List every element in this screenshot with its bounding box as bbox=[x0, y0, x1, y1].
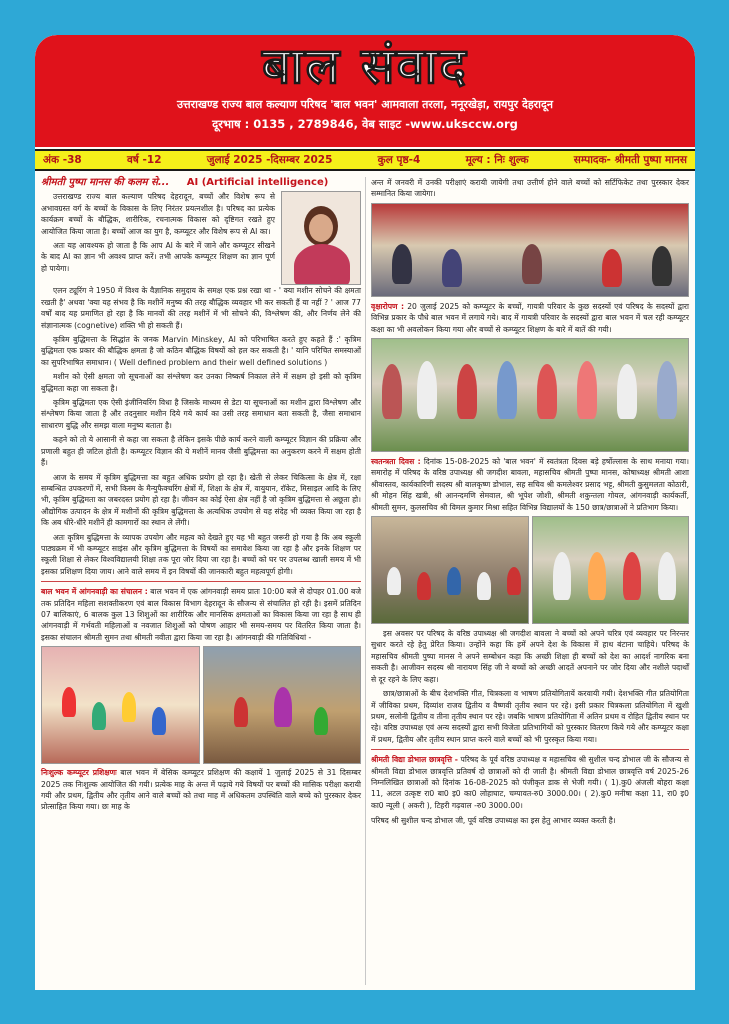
independence-photo-1 bbox=[371, 516, 529, 624]
tree-section bbox=[371, 301, 689, 335]
independence-text: दिनांक 15-08-2025 को 'बाल भवन' में स्वतंत्रता दिवस बड़े हर्षोल्लास के साथ मनाया गया। समारोह में परिषद के वरिष्ठ उपाध्यक्ष श्री जगदीश बावला, महासचिव श्रीमती पुष्पा मानस, कोषाध्यक्ष श्रीमती आशा श्रीवास्तव, कार्यकारिणी सदस्य श्री बालकृष्ण डोभाल, सह सचिव श्री कमलेश्वर प्रसाद भट्ट, श्रीमती कुसुमलता कोठारी, श्री मोहन सिंह खत्री, श्री आनन्दमणि सेमवाल, श्री भूपेश जोशी, श्रीमती शकुन्तला गोयल, आंगनवाड़ी कार्यकर्ती, श्रीमती सुमन, कुलसचिव श्री विमल कुमार मिश्रा सहित विभिन्न विद्यालयों के 150 छात्र/छात्राओं ने प्रतिभाग किया। bbox=[371, 457, 689, 512]
photo-person-shape bbox=[658, 552, 676, 600]
paragraph: कृत्रिम बुद्धिमत्ता के सिद्धांत के जनक Marvin Minskey, AI को परिभाषित करते हुए कहते हैं :' कृत्रिम बुद्धिमता एक प्रकार की बौद्धिक क्षमता है जो कठिन बौद्धिक विषयों को हल कर सकती है। ' यानि परिचित समस्याओं का सुपरिभाषित समाधान। ( Well defined problem and their well defined solutions ) bbox=[41, 335, 361, 367]
independence-photos bbox=[371, 516, 689, 624]
thanks-note: परिषद श्री सुशील चन्द डोभाल जी, पूर्व वरिष्ठ उपाध्यक्ष का इस हेतु आभार व्यक्त करती है। bbox=[371, 816, 616, 826]
photo-child-shape bbox=[62, 687, 76, 717]
paragraph: उत्तराखण्ड राज्य बाल कल्याण परिषद देहरादून, बच्चों और विशेष रूप से अभावग्रस्त वर्ग के बच्चों के विकास के लिए निरंतर प्रयत्नशील है। परिषद का प्रत्येक कार्यक्रम बच्चों के बौद्धिक, शारीरिक, रचनात्मक विकास को दृष्टिगत रखते हुए आयोजित किया जाता है। बच्चों आज का युग है, कम्प्यूटर और विशेष रूप से AI का। bbox=[41, 192, 275, 236]
photo-child-shape bbox=[477, 572, 491, 600]
photo-person-shape bbox=[457, 364, 477, 419]
anganwadi-text: बाल भवन में एक आंगनवाड़ी समय प्रातः 10:00 बजे से दोपहर 01.00 बजे तक प्रतिदिन महिला सशक्तीकरण एवं बाल विकास विभाग देहरादून के सौजन्य से संचालित हो रही है। इसमें प्रतिदिन 07 बालिकाएं, 6 बालक कुल 13 शिशुओं का शारीरिक और मानसिक क्षमताओं का विकास किया जा रहा है साथ ही आंगनवाड़ी में गर्भवती महिलाओं व नवजात शिशुओं को पोषण आहार भी समय-समय पर वितरित किया जाता है। इसका संचालन श्रीमती सुमन तथा श्रीमती नवीता द्वारा किया जा रहा है। आंगनवाड़ी की गतिविधियां - bbox=[41, 587, 362, 642]
scholarship-section bbox=[371, 754, 689, 811]
scholarship-heading: श्रीमती विद्या डोभाल छात्रवृत्ति - bbox=[371, 755, 458, 765]
contact-line: दूरभाष : 0135 , 2789846, वेब साइट -www.uksccw.org bbox=[212, 117, 518, 131]
photo-person-shape bbox=[382, 364, 402, 419]
paragraph: अतः कृत्रिम बुद्धिमत्ता के व्यापक उपयोग और महत्व को देखते हुए यह भी बहुत जरूरी हो गया है कि अब स्कूली पाठ्यक्रम में भी कम्प्यूटर साइंस और कृत्रिम बुद्धिमत्ता के विषयों का समावेश किया जा रहा है और इनके शिक्षण पर स्कूली शिक्षा से लेकर विश्वविद्यालयी शिक्षा तक पूरा जोर दिया जा रहा है। बच्चों को घर पर उपलब्ध खाली समय में भी इसका प्रशिक्षण दिया जाय। आने वाले समय में इन विषयों की जानकारी बहुत महत्वपूर्ण होगी। bbox=[41, 532, 361, 576]
computer-class-photo bbox=[371, 203, 689, 297]
paragraph: कृत्रिम बुद्धिमता एक ऐसी इंजीनियरिंग विधा है जिसके माध्यम से डेटा या सूचनाओं का मशीन द्वारा विश्लेषण और संश्लेषण किया जाता है और तदनुसार मशीन दिये गये कार्य का उसी तरह समाधान बता सकती है, जैसा समाधान साधारण बुद्धि और समझ वाला मनुष्य बताता है। bbox=[41, 398, 361, 430]
column-divider bbox=[365, 177, 366, 985]
independence-section bbox=[371, 456, 689, 513]
photo-child-shape bbox=[507, 567, 521, 595]
photo-child-shape bbox=[152, 707, 166, 735]
page-count: कुल पृष्ठ-4 bbox=[377, 154, 421, 166]
editorial-title bbox=[41, 177, 361, 188]
tree-heading: वृक्षारोपण : bbox=[371, 301, 404, 311]
newsletter-page bbox=[35, 35, 695, 990]
issue-period: जुलाई 2025 -दिसम्बर 2025 bbox=[206, 154, 333, 166]
intro-text bbox=[41, 191, 275, 285]
paragraph: कहने को तो ये आसानी से कहा जा सकता है लेकिन इसके पीछे कार्य करने वाली कम्प्यूटर विज्ञान की प्रक्रिया और प्रणाली बहुत ही जटिल होती है। कम्प्यूटर विज्ञान की ये मशीनें मानव जैसी बुद्धिमत्ता का अनुकरण करने में सक्षम होती हैं। bbox=[41, 435, 361, 468]
photo-person-shape bbox=[417, 361, 437, 419]
photo-person-shape bbox=[602, 249, 622, 287]
photo-person-shape bbox=[392, 244, 412, 284]
anganwadi-section bbox=[41, 586, 361, 643]
section-divider bbox=[41, 581, 361, 582]
scholarship-text: परिषद के पूर्व वरिष्ठ उपाध्यक्ष व महासचिव श्री सुशील चन्द डोभाल जी के सौजन्य से श्रीमती विद्या डोभाल छात्रवृत्ति प्रतिवर्ष दो छात्राओं को दी जाती है। श्रीमती विद्या डोभाल छात्रवृत्ति वर्ष 2025-26 निम्नलिखित छात्राओं को दिनांक 16-08-2025 को पंजीकृत डाक से भेजी गयी। ( 1).कु0 अंजली बोहरा कक्षा 11, अटल उत्कृष्ट रा0 बा0 इ0 का0 लोहाघाट, चम्पावत-रु0 3000.00। ( 2).कु0 मनीषा कक्षा 11, रा0 इ0 का0 न्यूली ( अकरी ), टिहरी गढ़वाल -रु0 3000.00। bbox=[371, 755, 690, 810]
paragraph: मशीन को ऐसी क्षमता जो सूचनाओं का संश्लेषण कर उनका निष्कर्ष निकाल लेने में सक्षम हो इसी को कृत्रिम बुद्धिमता कहा जा सकता है। bbox=[41, 372, 361, 393]
photo-child-shape bbox=[122, 692, 136, 722]
photo-person-shape bbox=[577, 361, 597, 419]
paragraph: एलन ट्यूरिंग ने 1950 में विश्व के वैज्ञानिक समुदाय के समक्ष एक प्रश्न रखा था - ' क्या मशीन सोचने की क्षमता रखती है' अथवा 'क्या यह संभव है कि मशीनें मनुष्य की तरह बौद्धिक व्यवहार भी कर सकती हैं या नहीं ? ' आज 77 वर्षों बाद यह प्रमाणित हो रहा है कि मानवों की तरह मशीनें में भी सोचने की, विश्लेषण की, और निर्णय लेने की संज्ञानात्मक (cognetive) शक्ति भी हो सकती हैं। bbox=[41, 286, 361, 330]
paragraph: अतः यह आवश्यक हो जाता है कि आप AI के बारे में जाने और कम्प्यूटर सीखने के बाद AI का ज्ञान भी अवश्य प्राप्त करें। तभी आपके कम्प्यूटर शिक्षण का ज्ञान पूर्ण हो पायेगा। bbox=[41, 241, 275, 273]
independence-photo-2 bbox=[532, 516, 690, 624]
tree-text: 20 जुलाई 2025 को कम्प्यूटर के बच्चों, गायत्री परिवार के कुछ सदस्यों एवं परिषद के सदस्यों द्वारा विभिन्न प्रकार के पौधे बाल भवन में लगाये गये। बाद में गायत्री परिवार के सदस्यों द्वारा बाल भवन में चल रही कम्प्यूटर कक्षा का भी अवलोकन किया गया और बच्चों से कम्प्यूटर शिक्षण के बारे में बातें की गयी। bbox=[371, 301, 689, 334]
photo-person-shape bbox=[497, 361, 517, 419]
editor-photo bbox=[281, 191, 361, 285]
right-column bbox=[371, 177, 689, 830]
computer-heading: निःशुल्क कम्प्यूटर प्रशिक्षणः bbox=[41, 768, 117, 778]
tree-plantation-photo bbox=[371, 338, 689, 452]
photo-person-shape bbox=[657, 361, 677, 419]
photo-child-shape bbox=[234, 697, 248, 727]
editorial-topic: AI (Artificial intelligence) bbox=[186, 177, 329, 188]
photo-person-shape bbox=[442, 249, 462, 287]
paragraph: अन्त में जनवरी में उनकी परीक्षाएं करायी जायेगी तथा उत्तीर्ण होने वाले बच्चों को सर्टिफिकेट तथा पुरस्कार देकर सम्मानित किया जायेगा। bbox=[371, 178, 689, 199]
anganwadi-photo-2 bbox=[203, 646, 362, 764]
masthead bbox=[35, 35, 695, 147]
photo-child-shape bbox=[387, 567, 401, 595]
price: मूल्य : निः शुल्क bbox=[465, 154, 529, 166]
issue-info-bar bbox=[35, 149, 695, 171]
paragraph: छात्र/छात्राओं के बीच देशभक्ति गीत, चित्रकला व भाषण प्रतियोगितायें करवायी गयी। देशभक्ति गीत प्रतियोगिता में जीविका प्रथम, दिव्यांश राजव द्वितीय व वैष्णवी तृतीय स्थान पर रहे। इसी प्रकार चित्रकला प्रतियोगिता में खुशी प्रथम, सलोनी द्वितीय व तीना तृतीय स्थान पर रहे। जबकि भाषण प्रतियोगिता में अतिन प्रथम व रोहित द्वितीय स्थान पर रहे। वरिष्ठ उपाध्यक्ष एवं अन्य सदस्यों द्वारा सभी विजेता प्रतिभागियों को पुरस्कार वितरण किये गये और कम्प्यूटर कक्षा में प्रथम, द्वितीय और तृतीय स्थान प्राप्त करने वाले बच्चों को भी पुरस्कृत किया गया। bbox=[371, 689, 689, 744]
photo-person-shape bbox=[623, 552, 641, 600]
issue-number: अंक -38 bbox=[43, 154, 82, 166]
section-divider bbox=[371, 749, 689, 750]
paragraph: इस अवसर पर परिषद के वरिष्ठ उपाध्यक्ष श्री जगदीश बावला ने बच्चों को अपने चरित्र एवं व्यवहार पर निरन्तर सुधार करते रहे हेतु प्रेरित किया। उन्होंने कहा कि हमें अपने देश के विकास में हाथ बंटाना चाहिये। परिषद के महासचिव श्रीमती पुष्पा मानस ने अपने सम्बोधन कहा कि अच्छी शिक्षा ही बच्चों को देश का आदर्श नागरिक बना सकती है। आजीवन सदस्य श्री नारायण सिंह जी ने बच्चों को अच्छी आदतें अपनाने पर जोर दिया और नशीले पदार्थों से दूर रहने के लिए कहा। bbox=[371, 629, 689, 684]
left-column bbox=[41, 177, 361, 816]
photo-person-shape bbox=[274, 687, 292, 727]
paragraph: आज के समय में कृत्रिम बुद्धिमत्ता का बहुत अधिक प्रयोग हो रहा है। खेती से लेकर चिकित्सा के क्षेत्र में, रक्षा सम्बन्धित उपकरणों में, सभी किस्म के मैन्युफैक्चरिंग क्षेत्रों में, शिक्षा के क्षेत्र में, वायुयान, रॉकेट, मिसाइल आदि के लिए भी, कृत्रिम बुद्धिमता का जबरदस्त प्रयोग हो रहा है। जीवन का कोई ऐसा क्षेत्र नहीं है जो कृत्रिम बुद्धिमत्ता से अछूता हो। औद्योगिक उत्पादन के क्षेत्र में मशीनों की कृत्रिम बुद्धिमत्ता के अत्यधिक उपयोग से यह संदेह भी व्यक्त किया जा रहा है कि अब धीरे-धीरे मशीनें ही कामगारों का स्थान ले लेंगी। bbox=[41, 472, 361, 528]
anganwadi-heading: बाल भवन में आंगनवाड़ी का संचालन : bbox=[41, 587, 148, 597]
editor: सम्पादक- श्रीमती पुष्पा मानस bbox=[573, 154, 687, 166]
photo-person-shape bbox=[588, 552, 606, 600]
independence-heading: स्वतन्त्रता दिवस : bbox=[371, 457, 421, 467]
computer-text: बाल भवन में बेसिक कम्प्यूटर प्रशिक्षण की कक्षायें 1 जुलाई 2025 से 31 दिसम्बर 2025 तक निःशुल्क आयोजित की गयी। प्रत्येक माह के अन्त में पढ़ाये गये विषयों पर बच्चों की मासिक परीक्षा करायी गयी और प्रथम, द्वितीय और तृतीय आने वाले बच्चों को तथा माह में अधिकतम उपस्थिति वाले बच्चे को पुरस्कार देकर प्रोत्साहित किया गया। छः माह के bbox=[41, 768, 361, 812]
photo-child-shape bbox=[447, 567, 461, 595]
photo-child-shape bbox=[417, 572, 431, 600]
photo-body-shape bbox=[294, 244, 350, 285]
photo-child-shape bbox=[92, 702, 106, 730]
photo-person-shape bbox=[522, 244, 542, 284]
anganwadi-photo-1 bbox=[41, 646, 200, 764]
newsletter-title: बाल संवाद bbox=[262, 36, 468, 95]
editorial-author: श्रीमती पुष्पा मानस की कलम से... bbox=[41, 177, 170, 188]
photo-person-shape bbox=[553, 552, 571, 600]
photo-person-shape bbox=[617, 364, 637, 419]
organization-line: उत्तराखण्ड राज्य बाल कल्याण परिषद 'बाल भवन' आमवाला तरला, ननूरखेड़ा, रायपुर देहरादून bbox=[177, 98, 553, 111]
photo-person-shape bbox=[652, 246, 672, 286]
computer-section bbox=[41, 767, 361, 813]
anganwadi-photos bbox=[41, 646, 361, 764]
intro-block bbox=[41, 191, 361, 285]
photo-person-shape bbox=[537, 364, 557, 419]
photo-child-shape bbox=[314, 707, 328, 735]
issue-year: वर्ष -12 bbox=[126, 154, 162, 166]
